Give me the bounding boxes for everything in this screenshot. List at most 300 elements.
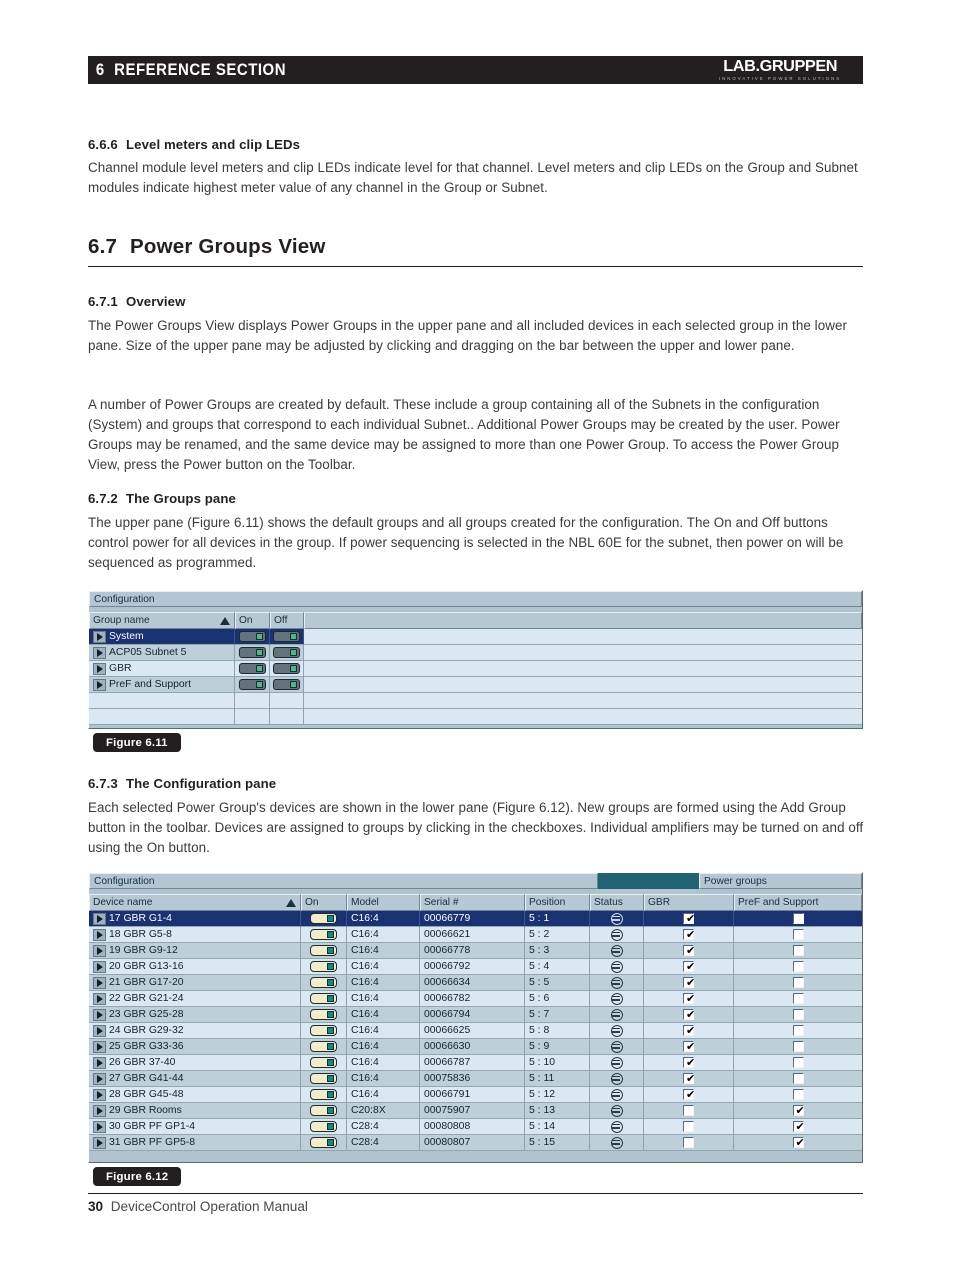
- power-on-button[interactable]: [310, 1089, 337, 1100]
- power-on-button[interactable]: [310, 1057, 337, 1068]
- group-name-label: ACP05 Subnet 5: [109, 647, 187, 658]
- cell-device-name[interactable]: [89, 1087, 301, 1103]
- cell-status: [590, 959, 644, 975]
- cell-serial: 00066625: [420, 1023, 525, 1039]
- sort-ascending-icon: [286, 899, 296, 907]
- column-header-on[interactable]: [235, 612, 270, 629]
- cell-pref-checkbox[interactable]: [734, 1119, 862, 1135]
- pref-checkbox[interactable]: [793, 1057, 804, 1068]
- cell-group-name[interactable]: [89, 629, 235, 645]
- gbr-checkbox[interactable]: ✔: [683, 993, 694, 1004]
- pref-checkbox[interactable]: [793, 1025, 804, 1036]
- table-row-empty[interactable]: [89, 693, 862, 709]
- cell-gbr-checkbox[interactable]: [644, 943, 734, 959]
- pref-checkbox[interactable]: [793, 913, 804, 924]
- expand-arrow-icon[interactable]: [93, 993, 106, 1005]
- cell-pref-checkbox[interactable]: [734, 1087, 862, 1103]
- expand-arrow-icon[interactable]: [93, 961, 106, 973]
- table-row[interactable]: [89, 1087, 862, 1103]
- cell-pref-checkbox[interactable]: [734, 1103, 862, 1119]
- pref-checkbox[interactable]: [793, 945, 804, 956]
- network-status-icon: [611, 1041, 623, 1053]
- cell-status: [590, 1135, 644, 1151]
- cell-on-toggle[interactable]: [301, 975, 347, 991]
- cell-position: 5 : 4: [525, 959, 590, 975]
- column-header-on[interactable]: [301, 894, 347, 911]
- cell-pref-checkbox[interactable]: [734, 1023, 862, 1039]
- cell-serial: 00066794: [420, 1007, 525, 1023]
- heading-6-7-1: [88, 294, 185, 309]
- cell-model: C28:4: [347, 1135, 420, 1151]
- cell-gbr-checkbox[interactable]: [644, 1023, 734, 1039]
- device-name-label: 24 GBR G29-32: [109, 1025, 184, 1036]
- cell-device-name[interactable]: [89, 911, 301, 927]
- column-header-gbr-label: GBR: [648, 897, 671, 908]
- header-section-title: REFERENCE SECTION: [114, 60, 287, 79]
- cell-serial: 00066791: [420, 1087, 525, 1103]
- page-header-bar: [88, 56, 863, 84]
- cell-device-name[interactable]: [89, 959, 301, 975]
- cell-position: 5 : 10: [525, 1055, 590, 1071]
- cell-device-name[interactable]: [89, 1007, 301, 1023]
- expand-arrow-icon[interactable]: [93, 1105, 106, 1117]
- cell-position: 5 : 8: [525, 1023, 590, 1039]
- cell-empty: [270, 693, 304, 709]
- cell-pref-checkbox[interactable]: [734, 1039, 862, 1055]
- cell-model: C16:4: [347, 1039, 420, 1055]
- gbr-checkbox[interactable]: ✔: [683, 945, 694, 956]
- cell-status: [590, 927, 644, 943]
- expand-arrow-icon[interactable]: [93, 1041, 106, 1053]
- table-row[interactable]: [89, 1055, 862, 1071]
- expand-arrow-icon[interactable]: [93, 1137, 106, 1149]
- figure-611-title-configuration: Configuration: [89, 591, 862, 607]
- cell-status: [590, 1055, 644, 1071]
- heading-6-6-6-number: 6.6.6: [88, 137, 118, 152]
- cell-device-name[interactable]: [89, 1039, 301, 1055]
- table-row[interactable]: [89, 1039, 862, 1055]
- network-status-icon: [611, 961, 623, 973]
- column-header-status[interactable]: [590, 894, 644, 911]
- power-on-button[interactable]: [310, 993, 337, 1004]
- cell-gbr-checkbox[interactable]: [644, 1071, 734, 1087]
- cell-serial: 00066779: [420, 911, 525, 927]
- pref-checkbox[interactable]: [793, 993, 804, 1004]
- table-row[interactable]: [89, 677, 862, 693]
- cell-serial: 00066792: [420, 959, 525, 975]
- pref-checkbox[interactable]: [793, 1089, 804, 1100]
- gbr-checkbox[interactable]: ✔: [683, 913, 694, 924]
- cell-position: 5 : 1: [525, 911, 590, 927]
- cell-off-toggle[interactable]: [270, 629, 304, 645]
- gbr-checkbox[interactable]: [683, 1121, 694, 1132]
- figure-612-window: [88, 872, 863, 1163]
- cell-device-name[interactable]: [89, 975, 301, 991]
- pref-checkbox[interactable]: ✔: [793, 1137, 804, 1148]
- sort-ascending-icon: [220, 617, 230, 625]
- cell-on-toggle[interactable]: [301, 1055, 347, 1071]
- device-name-label: 18 GBR G5-8: [109, 929, 172, 940]
- cell-gbr-checkbox[interactable]: [644, 991, 734, 1007]
- cell-on-toggle[interactable]: [235, 661, 270, 677]
- cell-on-toggle[interactable]: [235, 645, 270, 661]
- figure-611-titlebar: [89, 591, 862, 607]
- cell-model: C16:4: [347, 911, 420, 927]
- power-on-button[interactable]: [310, 1073, 337, 1084]
- device-name-label: 22 GBR G21-24: [109, 993, 184, 1004]
- paragraph-6-6-6: Channel module level meters and clip LEDs indicate level for that channel. Level meters and clip LEDs on the Group and Subnet modules indicate highest meter value of any channel in the Group or Subnet.: [88, 160, 858, 195]
- device-name-label: 20 GBR G13-16: [109, 961, 184, 972]
- gbr-checkbox[interactable]: ✔: [683, 1025, 694, 1036]
- cell-group-name[interactable]: [89, 645, 235, 661]
- cell-serial: 00080807: [420, 1135, 525, 1151]
- column-header-position[interactable]: [525, 894, 590, 911]
- cell-position: 5 : 15: [525, 1135, 590, 1151]
- gbr-checkbox[interactable]: ✔: [683, 1073, 694, 1084]
- column-header-off[interactable]: [270, 612, 304, 629]
- device-name-label: 17 GBR G1-4: [109, 913, 172, 924]
- cell-device-name[interactable]: [89, 1135, 301, 1151]
- cell-gbr-checkbox[interactable]: [644, 1087, 734, 1103]
- column-header-device-name[interactable]: [89, 894, 301, 911]
- pref-checkbox[interactable]: [793, 1073, 804, 1084]
- heading-6-7-number: 6.7: [88, 235, 118, 258]
- cell-position: 5 : 7: [525, 1007, 590, 1023]
- cell-gbr-checkbox[interactable]: [644, 1055, 734, 1071]
- device-name-label: 29 GBR Rooms: [109, 1105, 182, 1116]
- figure-612-caption: Figure 6.12: [93, 1167, 181, 1186]
- column-header-pref[interactable]: [734, 894, 862, 911]
- cell-position: 5 : 14: [525, 1119, 590, 1135]
- expand-arrow-icon[interactable]: [93, 1025, 106, 1037]
- power-off-button[interactable]: [273, 647, 300, 658]
- expand-arrow-icon[interactable]: [93, 1009, 106, 1021]
- cell-empty: [304, 709, 862, 725]
- gbr-checkbox[interactable]: [683, 1137, 694, 1148]
- column-header-position-label: Position: [529, 897, 566, 908]
- column-header-model-label: Model: [351, 897, 379, 908]
- cell-serial: 00075907: [420, 1103, 525, 1119]
- cell-device-name[interactable]: [89, 1119, 301, 1135]
- heading-6-7-3: [88, 776, 276, 791]
- table-row[interactable]: [89, 991, 862, 1007]
- pref-checkbox[interactable]: [793, 977, 804, 988]
- figure-612-title-power-groups: Power groups: [699, 873, 862, 889]
- power-off-button[interactable]: [273, 663, 300, 674]
- table-row[interactable]: [89, 959, 862, 975]
- cell-pref-checkbox[interactable]: [734, 927, 862, 943]
- cell-on-toggle[interactable]: [301, 1087, 347, 1103]
- pref-checkbox[interactable]: [793, 929, 804, 940]
- gbr-checkbox[interactable]: ✔: [683, 929, 694, 940]
- cell-status: [590, 1007, 644, 1023]
- table-row-empty[interactable]: [89, 709, 862, 725]
- expand-arrow-icon[interactable]: [93, 977, 106, 989]
- cell-gbr-checkbox[interactable]: [644, 959, 734, 975]
- cell-position: 5 : 6: [525, 991, 590, 1007]
- cell-serial: 00066787: [420, 1055, 525, 1071]
- power-on-button[interactable]: [310, 1041, 337, 1052]
- table-row[interactable]: [89, 1135, 862, 1151]
- cell-on-toggle[interactable]: [301, 911, 347, 927]
- expand-arrow-icon[interactable]: [93, 1073, 106, 1085]
- cell-on-toggle[interactable]: [301, 1023, 347, 1039]
- table-row[interactable]: [89, 943, 862, 959]
- table-row[interactable]: [89, 911, 862, 927]
- cell-model: C16:4: [347, 1023, 420, 1039]
- device-name-label: 21 GBR G17-20: [109, 977, 184, 988]
- heading-6-7-1-title: Overview: [126, 294, 186, 309]
- figure-611-window: [88, 590, 863, 729]
- power-on-button[interactable]: [239, 631, 266, 642]
- cell-off-toggle[interactable]: [270, 645, 304, 661]
- cell-position: 5 : 5: [525, 975, 590, 991]
- power-on-button[interactable]: [239, 679, 266, 690]
- expand-arrow-icon[interactable]: [93, 945, 106, 957]
- power-on-button[interactable]: [310, 1137, 337, 1148]
- cell-device-name[interactable]: [89, 991, 301, 1007]
- cell-gbr-checkbox[interactable]: [644, 975, 734, 991]
- cell-on-toggle[interactable]: [301, 959, 347, 975]
- cell-off-toggle[interactable]: [270, 661, 304, 677]
- cell-empty: [235, 693, 270, 709]
- cell-position: 5 : 12: [525, 1087, 590, 1103]
- heading-6-7-1-number: 6.7.1: [88, 294, 118, 309]
- device-name-label: 30 GBR PF GP1-4: [109, 1121, 196, 1132]
- expand-arrow-icon[interactable]: [93, 1089, 106, 1101]
- cell-model: C16:4: [347, 991, 420, 1007]
- device-name-label: 28 GBR G45-48: [109, 1089, 184, 1100]
- power-on-button[interactable]: [310, 913, 337, 924]
- heading-6-6-6: [88, 137, 300, 152]
- table-row[interactable]: [89, 1103, 862, 1119]
- device-name-label: 25 GBR G33-36: [109, 1041, 184, 1052]
- table-row[interactable]: [89, 1023, 862, 1039]
- table-row[interactable]: [89, 629, 862, 645]
- cell-device-name[interactable]: [89, 1071, 301, 1087]
- page-footer: [88, 1199, 308, 1214]
- expand-arrow-icon[interactable]: [93, 1057, 106, 1069]
- power-on-button[interactable]: [310, 1025, 337, 1036]
- cell-on-toggle[interactable]: [301, 991, 347, 1007]
- network-status-icon: [611, 1121, 623, 1133]
- cell-status: [590, 991, 644, 1007]
- cell-on-toggle[interactable]: [235, 629, 270, 645]
- cell-empty: [235, 709, 270, 725]
- page-header-title: [88, 60, 286, 80]
- table-row[interactable]: [89, 975, 862, 991]
- cell-group-name[interactable]: [89, 677, 235, 693]
- cell-serial: 00080808: [420, 1119, 525, 1135]
- cell-gbr-checkbox[interactable]: [644, 911, 734, 927]
- network-status-icon: [611, 929, 623, 941]
- cell-on-toggle[interactable]: [301, 1007, 347, 1023]
- cell-gbr-checkbox[interactable]: [644, 927, 734, 943]
- expand-arrow-icon[interactable]: [93, 647, 106, 659]
- cell-pref-checkbox[interactable]: [734, 991, 862, 1007]
- cell-on-toggle[interactable]: [235, 677, 270, 693]
- cell-position: 5 : 13: [525, 1103, 590, 1119]
- table-row[interactable]: [89, 1119, 862, 1135]
- cell-on-toggle[interactable]: [301, 927, 347, 943]
- cell-on-toggle[interactable]: [301, 1103, 347, 1119]
- cell-pref-checkbox[interactable]: [734, 943, 862, 959]
- column-header-serial[interactable]: [420, 894, 525, 911]
- power-on-button[interactable]: [239, 663, 266, 674]
- figure-612-column-headers: [89, 894, 862, 911]
- cell-serial: 00066621: [420, 927, 525, 943]
- cell-gbr-checkbox[interactable]: [644, 1039, 734, 1055]
- cell-pref-checkbox[interactable]: [734, 959, 862, 975]
- network-status-icon: [611, 993, 623, 1005]
- cell-empty: [89, 709, 235, 725]
- cell-gbr-checkbox[interactable]: [644, 1135, 734, 1151]
- brand-logo: [697, 56, 863, 84]
- cell-gbr-checkbox[interactable]: [644, 1119, 734, 1135]
- paragraph-6-7-2: The upper pane (Figure 6.11) shows the default groups and all groups created for the configuration. The On and Off buttons control power for all devices in the group. If power sequencing is selected in the NBL 60E for the subnet, then power on will be sequenced as programmed.: [88, 515, 844, 570]
- figure-612-title-divider: [598, 873, 699, 889]
- network-status-icon: [611, 1009, 623, 1021]
- cell-gbr-checkbox[interactable]: [644, 1007, 734, 1023]
- cell-pref-checkbox[interactable]: [734, 975, 862, 991]
- cell-on-toggle[interactable]: [301, 1039, 347, 1055]
- device-name-label: 27 GBR G41-44: [109, 1073, 184, 1084]
- network-status-icon: [611, 977, 623, 989]
- cell-on-toggle[interactable]: [301, 1119, 347, 1135]
- cell-pref-checkbox[interactable]: [734, 1007, 862, 1023]
- column-header-device-name-label: Device name: [93, 897, 153, 908]
- network-status-icon: [611, 1073, 623, 1085]
- gbr-checkbox[interactable]: [683, 1105, 694, 1116]
- network-status-icon: [611, 1105, 623, 1117]
- cell-status: [590, 1071, 644, 1087]
- cell-status: [590, 1119, 644, 1135]
- network-status-icon: [611, 1025, 623, 1037]
- cell-model: C28:4: [347, 1119, 420, 1135]
- cell-pref-checkbox[interactable]: [734, 1135, 862, 1151]
- cell-on-toggle[interactable]: [301, 1135, 347, 1151]
- column-header-group-name[interactable]: [89, 612, 235, 629]
- expand-arrow-icon[interactable]: [93, 679, 106, 691]
- cell-filler: [304, 645, 862, 661]
- column-header-on-label: On: [305, 897, 319, 908]
- cell-device-name[interactable]: [89, 1055, 301, 1071]
- expand-arrow-icon[interactable]: [93, 913, 106, 925]
- column-header-group-name-label: Group name: [93, 615, 150, 626]
- power-on-button[interactable]: [310, 977, 337, 988]
- group-name-label: System: [109, 631, 144, 642]
- cell-off-toggle[interactable]: [270, 677, 304, 693]
- group-name-label: PreF and Support: [109, 679, 192, 690]
- cell-empty: [89, 693, 235, 709]
- cell-on-toggle[interactable]: [301, 1071, 347, 1087]
- column-header-filler[interactable]: [304, 612, 862, 629]
- pref-checkbox[interactable]: [793, 961, 804, 972]
- table-row[interactable]: [89, 1071, 862, 1087]
- table-row[interactable]: [89, 661, 862, 677]
- power-on-button[interactable]: [239, 647, 266, 658]
- pref-checkbox[interactable]: [793, 1041, 804, 1052]
- cell-group-name[interactable]: [89, 661, 235, 677]
- group-name-label: GBR: [109, 663, 132, 674]
- footer-rule: [88, 1193, 863, 1194]
- expand-arrow-icon[interactable]: [93, 663, 106, 675]
- device-name-label: 26 GBR 37-40: [109, 1057, 176, 1068]
- table-row[interactable]: [89, 1007, 862, 1023]
- gbr-checkbox[interactable]: ✔: [683, 977, 694, 988]
- cell-device-name[interactable]: [89, 1023, 301, 1039]
- cell-filler: [304, 629, 862, 645]
- power-on-button[interactable]: [310, 1105, 337, 1116]
- table-row[interactable]: [89, 927, 862, 943]
- figure-611-column-headers: [89, 612, 862, 629]
- figure-612-table-body: [89, 911, 862, 1151]
- pref-checkbox[interactable]: [793, 1009, 804, 1020]
- cell-pref-checkbox[interactable]: [734, 911, 862, 927]
- cell-pref-checkbox[interactable]: [734, 1071, 862, 1087]
- power-off-button[interactable]: [273, 631, 300, 642]
- cell-gbr-checkbox[interactable]: [644, 1103, 734, 1119]
- gbr-checkbox[interactable]: ✔: [683, 1057, 694, 1068]
- heading-6-7-2-title: The Groups pane: [126, 491, 236, 506]
- pref-checkbox[interactable]: ✔: [793, 1121, 804, 1132]
- gbr-checkbox[interactable]: ✔: [683, 961, 694, 972]
- device-name-label: 31 GBR PF GP5-8: [109, 1137, 196, 1148]
- heading-6-7-title: Power Groups View: [130, 235, 326, 258]
- power-off-button[interactable]: [273, 679, 300, 690]
- cell-position: 5 : 11: [525, 1071, 590, 1087]
- heading-6-7-3-number: 6.7.3: [88, 776, 118, 791]
- brand-logo-tagline: INNOVATIVE POWER SOLUTIONS: [718, 75, 842, 81]
- cell-status: [590, 1039, 644, 1055]
- column-header-gbr[interactable]: [644, 894, 734, 911]
- power-on-button[interactable]: [310, 929, 337, 940]
- gbr-checkbox[interactable]: ✔: [683, 1089, 694, 1100]
- power-on-button[interactable]: [310, 945, 337, 956]
- footer-page-number: 30: [88, 1199, 104, 1214]
- column-header-model[interactable]: [347, 894, 420, 911]
- gbr-checkbox[interactable]: ✔: [683, 1009, 694, 1020]
- cell-status: [590, 911, 644, 927]
- brand-logo-name: LAB.GRUPPEN: [723, 58, 837, 76]
- cell-model: C16:4: [347, 927, 420, 943]
- column-header-status-label: Status: [594, 897, 623, 908]
- cell-on-toggle[interactable]: [301, 943, 347, 959]
- power-on-button[interactable]: [310, 1121, 337, 1132]
- heading-6-7: [88, 235, 863, 266]
- expand-arrow-icon[interactable]: [93, 1121, 106, 1133]
- table-row[interactable]: [89, 645, 862, 661]
- cell-empty: [270, 709, 304, 725]
- footer-manual-title: DeviceControl Operation Manual: [110, 1199, 308, 1214]
- cell-pref-checkbox[interactable]: [734, 1055, 862, 1071]
- gbr-checkbox[interactable]: ✔: [683, 1041, 694, 1052]
- expand-arrow-icon[interactable]: [93, 929, 106, 941]
- expand-arrow-icon[interactable]: [93, 631, 106, 643]
- pref-checkbox[interactable]: ✔: [793, 1105, 804, 1116]
- figure-612-titlebar: [89, 873, 862, 889]
- network-status-icon: [611, 945, 623, 957]
- cell-status: [590, 1103, 644, 1119]
- cell-empty: [304, 693, 862, 709]
- header-section-number: 6: [95, 60, 105, 79]
- cell-device-name[interactable]: [89, 943, 301, 959]
- cell-device-name[interactable]: [89, 927, 301, 943]
- cell-device-name[interactable]: [89, 1103, 301, 1119]
- power-on-button[interactable]: [310, 961, 337, 972]
- cell-status: [590, 975, 644, 991]
- power-on-button[interactable]: [310, 1009, 337, 1020]
